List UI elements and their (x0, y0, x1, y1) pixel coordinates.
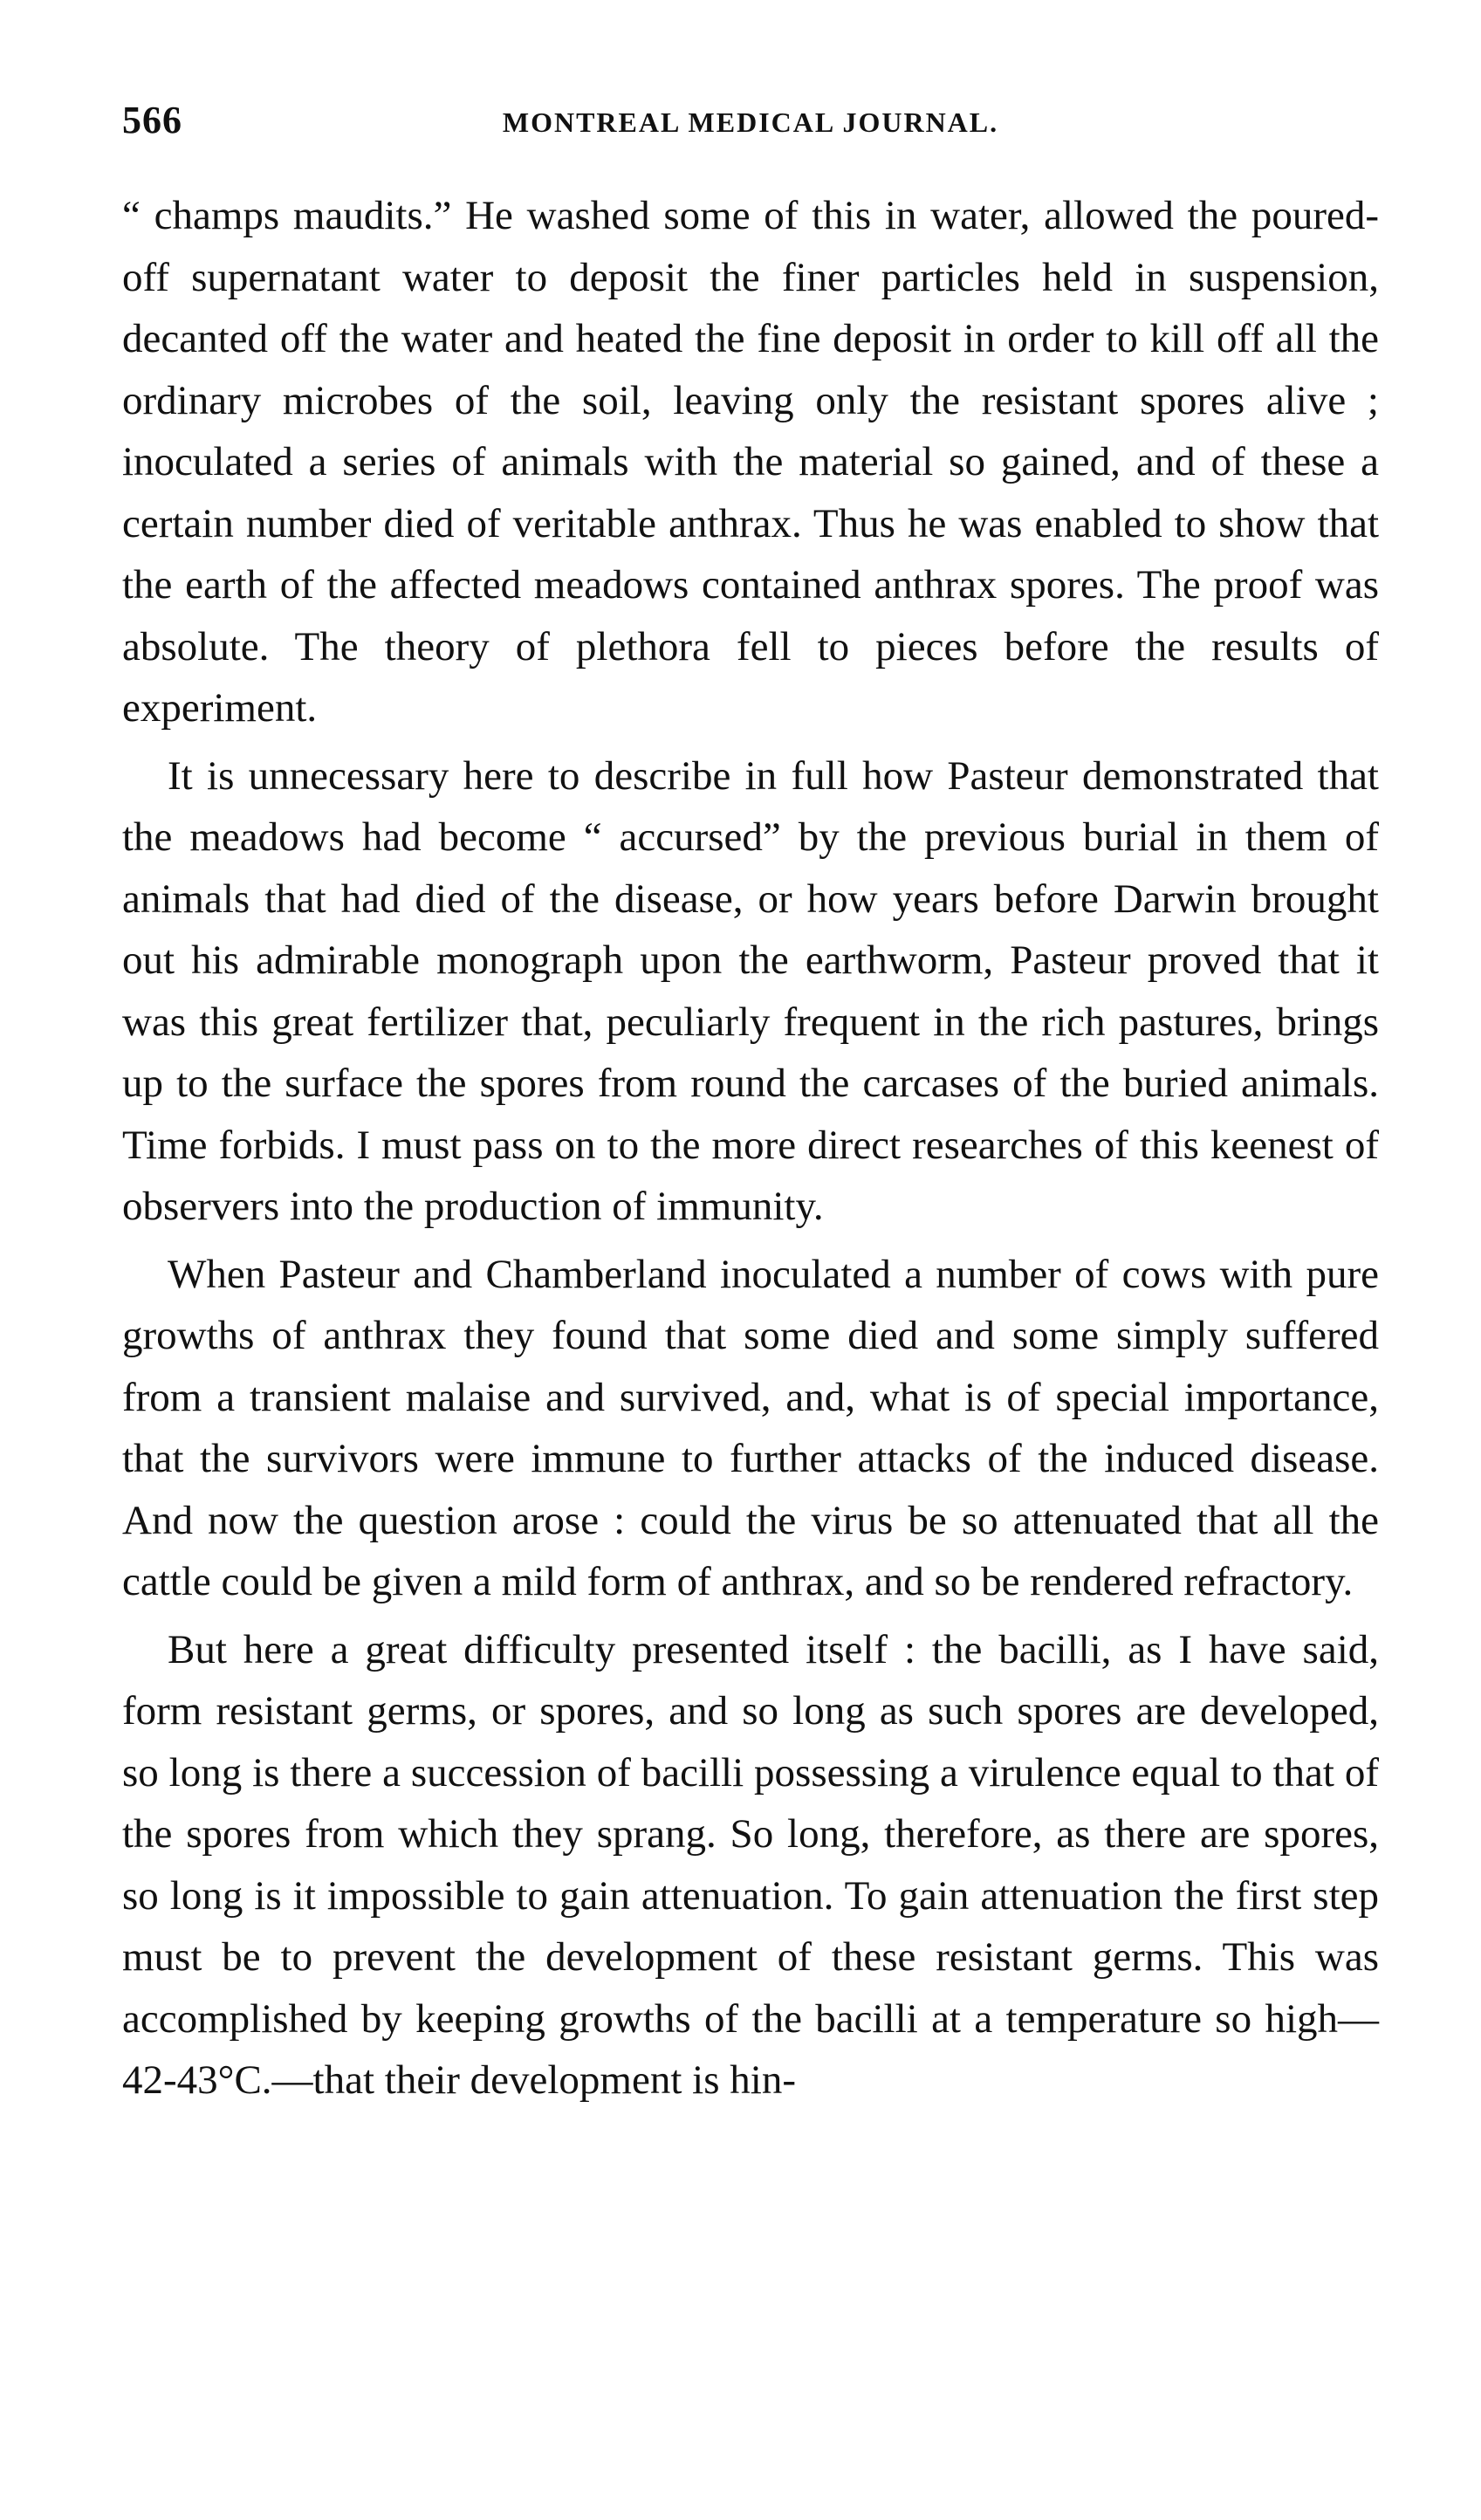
journal-title: MONTREAL MEDICAL JOURNAL. (502, 106, 999, 138)
paragraph-champs-maudits: “ champs maudits.” He washed some of this in water, allowed the poured-off supernatant water to deposit the finer particles held in suspension, decanted off the water and heated the fine deposit in order to kill off all the ordinary microbes of the soil, leaving only the resistant spores alive ; inoculated a series of animals with the material so gained, and of these a certain number died of veritable anthrax. Thus he was enabled to show that the earth of the affected meadows contained anthrax spores. The proof was absolute. The theory of plethora fell to pieces before the results of experiment. (122, 193, 1379, 731)
page-number: 566 (122, 99, 182, 141)
paragraph-pasteur-chamberland: When Pasteur and Chamberland inoculated a number of cows with pure growths of anthrax they found that some died and some simply suffered from a transient malaise and survived, and, what is of special importance, that the survivors were immune to further attacks of the induced disease. And now the question arose : could the virus be so attenuated that all the cattle could be given a mild form of anthrax, and so be rendered refractory. (122, 1251, 1379, 1604)
running-head (122, 98, 1379, 150)
paragraph-meadows-accursed: It is unnecessary here to describe in full how Pasteur demonstrated that the meadows had become “ accursed” by the previous burial in them of animals that had died of the disease, or how years before Darwin brought out his admirable monograph upon the earthworm, Pasteur proved that it was this great fertilizer that, peculiarly frequent in the rich pastures, brings up to the surface the spores from round the carcases of the buried animals. Time forbids. I must pass on to the more direct researches of this keenest of observers into the production of immunity. (122, 752, 1379, 1229)
journal-page (122, 98, 1379, 2118)
article-body (122, 185, 1379, 2111)
paragraph-attenuation-difficulty: But here a great difficulty presented itself : the bacilli, as I have said, form resistant germs, or spores, and so long as such spores are developed, so long is there a succession of bacilli possessing a virulence equal to that of the spores from which they sprang. So long, therefore, as there are spores, so long is it impossible to gain attenuation. To gain attenuation the first step must be to prevent the development of these resistant germs. This was accomplished by keeping growths of the bacilli at a temperature so high—42-43°C.—that their development is hin- (122, 1626, 1379, 2103)
